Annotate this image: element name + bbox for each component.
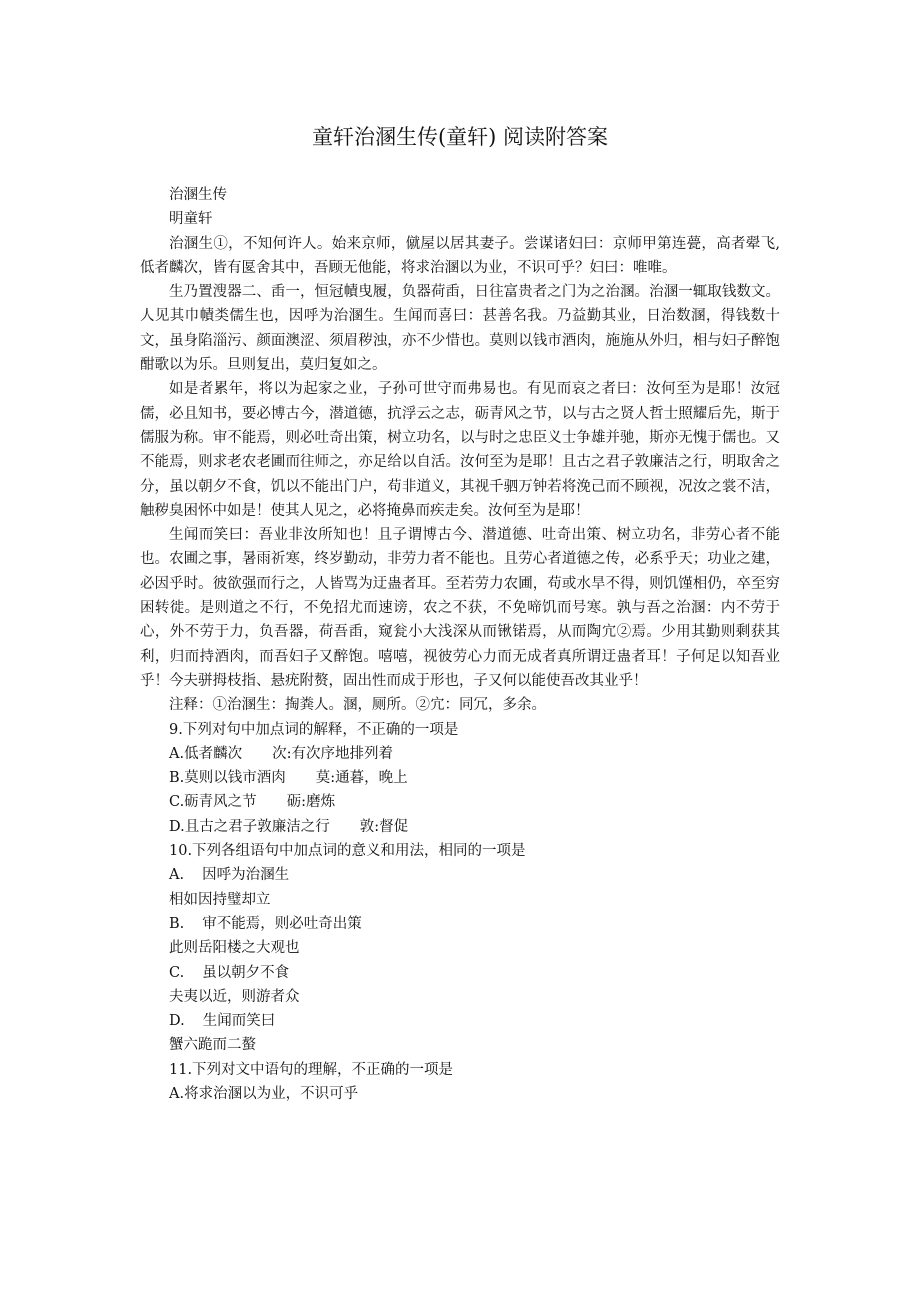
question-10-stem: 10.下列各组语句中加点词的意义和用法，相同的一项是: [169, 843, 526, 860]
document-title: 童轩治溷生传(童轩) 阅读附答案: [311, 125, 609, 149]
question-9-stem: 9.下列对句中加点词的解释，不正确的一项是: [169, 721, 459, 738]
option-phrase: A.低者麟次: [169, 745, 243, 762]
option-phrase: C.砺青风之节: [169, 794, 257, 811]
paragraph-4: 生闻而笑曰：吾业非汝所知也！且子谓博古今、潜道德、吐奇出策、树立功名，非劳心者不能也。农圃之事，暑雨祈寒，终岁勤动，非劳力者不能也。且劳心者道德之传，必系乎天；功业之建，必因乎时。彼欲强而行之，人皆骂为迂蛊者耳。至若劳力农圃，苟或水旱不得，则饥馑相仍，卒至穷困转徙。是则道之不行，不免招尤而速谤，农之不获，不免啼饥而号寒。孰与吾之治溷：内不劳于心，外不劳于力，负吾器，荷吾臿，窥瓮小大浅深从而锹锘焉，从而陶宂②焉。少用其勤则剩获其利，归而持酒肉，而吾妇子又醉饱。嘻嘻，视彼劳心力而无成者真所谓迂蛊者耳！子何足以知吾业乎！今夫骈拇枝指、悬疣附赘，固出性而成于形也，子又何以能使吾改其业乎！: [140, 527, 780, 689]
option-label: B.: [169, 915, 185, 932]
document-body: [140, 183, 780, 1106]
annotation-note: 注释：①治溷生：掏粪人。溷，厕所。②宂：同冗，多余。: [169, 697, 546, 714]
option-label: D.: [169, 1013, 185, 1030]
option-label: A.: [169, 867, 185, 884]
text-author: 明童轩: [169, 211, 213, 228]
option-line-1: 虽以朝夕不食: [202, 964, 290, 981]
question-10-option-b: [140, 912, 780, 936]
option-gloss: 莫:通暮，晚上: [315, 770, 408, 787]
paragraph-1: 治溷生①，不知何许人。始来京师，僦屋以居其妻子。尝谋诸妇曰：京师甲第连甍，高者翚飞,低者麟次，皆有匽舍其中，吾顾无他能，将求治溷以为业，不识可乎？妇曰：唯唯。: [140, 235, 780, 276]
question-11-stem: 11.下列对文中语句的理解，不正确的一项是: [169, 1061, 454, 1078]
option-line-1: 生闻而笑曰: [202, 1013, 276, 1030]
question-10-option-c-line-2: 夫夷以近，则游者众: [169, 988, 300, 1005]
question-9-option-c: [140, 790, 780, 814]
question-9-option-b: [140, 766, 780, 790]
question-10-option-d-line-2: 蟹六跪而二螯: [169, 1037, 256, 1054]
question-9-option-a: [140, 742, 780, 766]
paragraph-2: 生乃置溲器二、臿一，恒冠幘曳履，负器荷臿，日往富贵者之门为之治溷。治溷一辄取钱数文。人见其巾幘类儒生也，因呼为治溷生。生闻而喜曰：甚善名我。乃益勤其业，日治数溷，得钱数十文，虽身陷淄污、颜面澳涩、须眉秽浊，亦不少惜也。莫则以钱市酒肉，施施从外归，相与妇子醉饱酣歌以为乐。旦则复出，莫归复如之。: [140, 284, 780, 374]
option-line-1: 审不能焉，则必吐奇出策: [202, 915, 362, 932]
question-10-option-b-line-2: 此则岳阳楼之大观也: [169, 940, 300, 957]
option-gloss: 砺:磨炼: [286, 794, 336, 811]
paragraph-3: 如是者累年，将以为起家之业，子孙可世守而弗易也。有见而哀之者曰：汝何至为是耶！汝冠儒，必且知书，要必博古今，潜道德，抗浮云之志，砺青风之节，以与古之贤人哲士照耀后先，斯于儒服为称。审不能焉，则必吐奇出策，树立功名，以与时之忠臣义士争雄并驰，斯亦无愧于儒也。又不能焉，则求老农老圃而往师之，亦足给以自活。汝何至为是耶！且古之君子敦廉洁之行，明取舍之分，虽以朝夕不食，饥以不能出门户，苟非道义，其视千驷万钟若将浼己而不顾视，况汝之裳不洁，触秽臭困怀中如是！使其人见之，必将掩鼻而疾走矣。汝何至为是耶！: [140, 381, 780, 519]
option-phrase: D.且古之君子敦廉洁之行: [169, 818, 330, 835]
option-gloss: 敦:督促: [359, 818, 409, 835]
text-heading: 治溷生传: [169, 187, 227, 203]
option-phrase: B.莫则以钱市酒肉: [169, 770, 286, 787]
question-9-option-d: [140, 815, 780, 839]
option-label: C.: [169, 964, 185, 981]
option-line-1: 因呼为治溷生: [202, 867, 290, 884]
question-10-option-c: [140, 961, 780, 985]
option-gloss: 次:有次序地排列着: [272, 745, 393, 762]
question-10-option-a: [140, 863, 780, 887]
question-11-option-a: A.将求治溷以为业，不识可乎: [169, 1085, 359, 1102]
question-10-option-a-line-2: 相如因持璧却立: [169, 891, 271, 908]
question-10-option-d: [140, 1009, 780, 1033]
